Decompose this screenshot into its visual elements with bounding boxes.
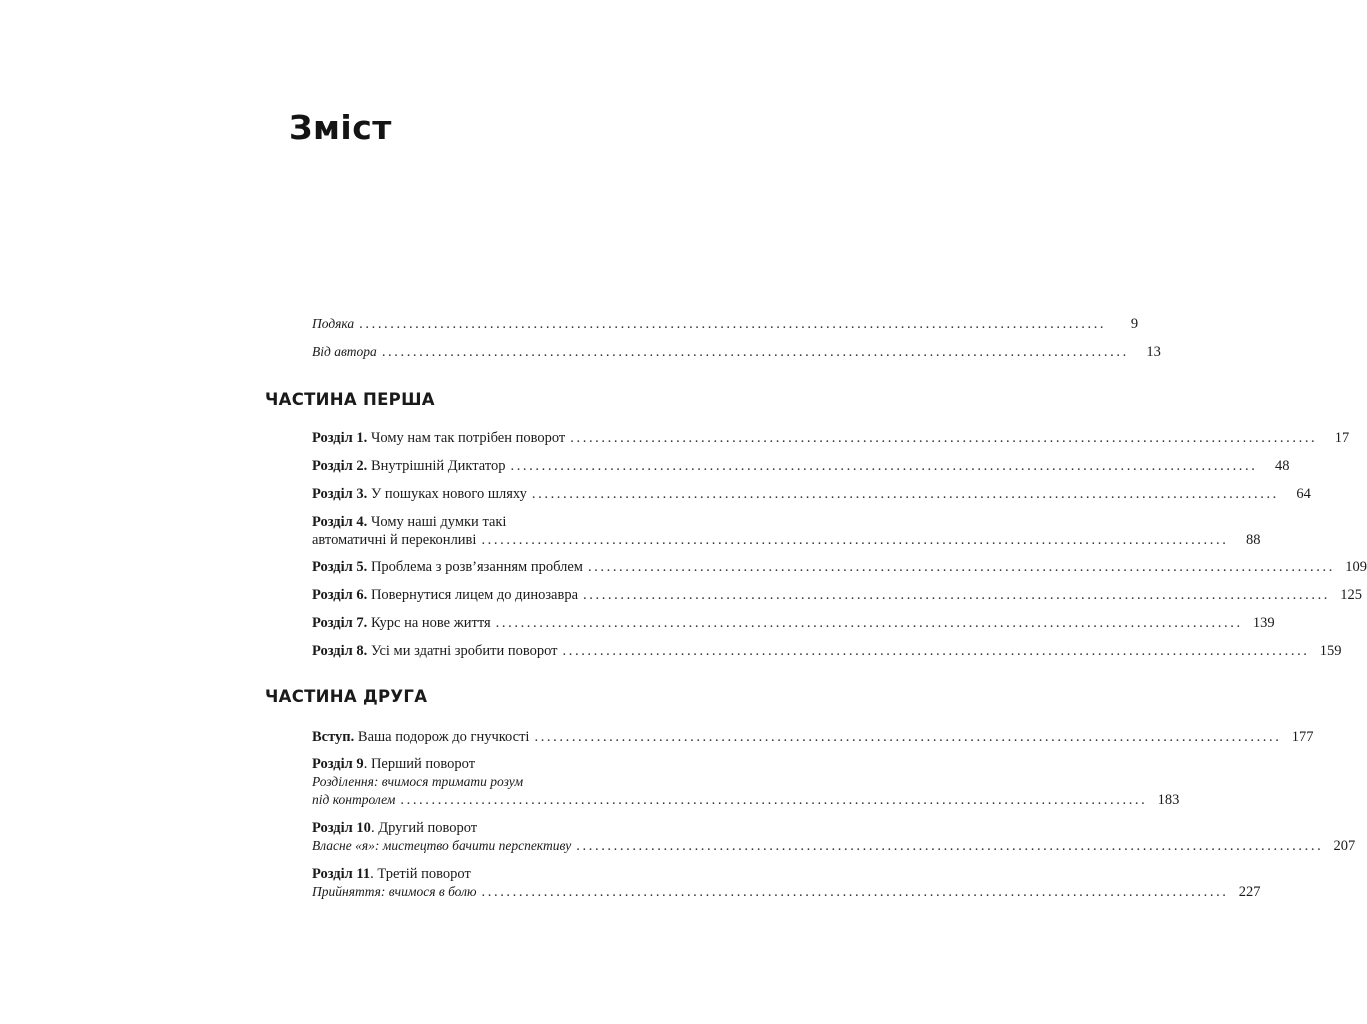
page-number: 17 — [1334, 430, 1350, 446]
dot-leader: ........................................................................................................................ — [534, 729, 1282, 745]
chapter-number: Розділ 7. — [312, 615, 368, 631]
page-number: 125 — [1340, 587, 1363, 603]
toc-entry-chapter-9[interactable] — [312, 755, 1180, 809]
chapter-subtitle: Розділення: вчимося тримати розум — [312, 774, 524, 789]
dot-leader: ........................................................................................................................ — [531, 486, 1279, 502]
page-number: 64 — [1296, 486, 1311, 502]
toc-entry-introduction[interactable] — [312, 728, 1314, 746]
dot-leader: ........................................................................................................................ — [576, 838, 1324, 854]
toc-entry-chapter-7[interactable] — [312, 614, 1275, 632]
dot-leader: ........................................................................................................................ — [495, 615, 1243, 631]
entry-label: Від автора — [312, 344, 377, 359]
dot-leader: ........................................................................................................................ — [583, 587, 1331, 603]
page-number: 139 — [1252, 615, 1275, 631]
dot-leader: ........................................................................................................................ — [381, 344, 1129, 360]
page-number: 227 — [1238, 884, 1261, 900]
toc-entry-acknowledgements[interactable] — [312, 315, 1139, 333]
page-number: 13 — [1146, 344, 1161, 360]
chapter-number: Розділ 10 — [312, 820, 371, 836]
chapter-number: Розділ 9 — [312, 756, 364, 772]
toc-entry-chapter-11[interactable] — [312, 865, 1261, 901]
chapter-number: Вступ. — [312, 729, 355, 745]
page-number: 88 — [1245, 532, 1261, 548]
dot-leader: ........................................................................................................................ — [481, 532, 1229, 548]
page-number: 183 — [1157, 792, 1180, 808]
part-two-heading: ЧАСТИНА ДРУГА — [265, 687, 428, 706]
chapter-number: Розділ 3. — [312, 486, 368, 502]
chapter-subtitle: Прийняття: вчимося в болю — [312, 884, 477, 899]
page-number: 207 — [1333, 838, 1356, 854]
chapter-title-continued: автоматичні й переконливі — [312, 532, 477, 548]
dot-leader: ........................................................................................................................ — [570, 430, 1318, 446]
toc-entry-chapter-1[interactable] — [312, 429, 1350, 447]
toc-entry-chapter-10[interactable] — [312, 819, 1356, 855]
dot-leader: ........................................................................................................................ — [562, 643, 1310, 659]
page-number: 9 — [1130, 316, 1139, 332]
page-number: 109 — [1345, 559, 1367, 575]
dot-leader: ........................................................................................................................ — [359, 316, 1107, 332]
chapter-number: Розділ 4. — [312, 514, 368, 530]
chapter-title: . Третій поворот — [370, 866, 471, 882]
chapter-title: Проблема з розв’язанням проблем — [367, 559, 583, 575]
dot-leader: ........................................................................................................................ — [481, 884, 1229, 900]
entry-label: Подяка — [312, 316, 355, 331]
toc-entry-chapter-5[interactable] — [312, 558, 1367, 576]
page-number: 48 — [1274, 458, 1290, 474]
part-one-heading: ЧАСТИНА ПЕРША — [265, 390, 435, 409]
toc-entry-chapter-4[interactable] — [312, 513, 1261, 549]
page-number: 177 — [1291, 729, 1314, 745]
page-number: 159 — [1319, 643, 1342, 659]
chapter-title: У пошуках нового шляху — [367, 486, 527, 502]
toc-entry-chapter-3[interactable] — [312, 485, 1311, 503]
chapter-number: Розділ 1. — [312, 430, 368, 446]
chapter-number: Розділ 6. — [312, 587, 368, 603]
chapter-subtitle-continued: під контролем — [312, 792, 396, 807]
chapter-title: Чому нам так потрібен поворот — [367, 430, 566, 446]
dot-leader: ........................................................................................................................ — [400, 792, 1148, 808]
page-title: Зміст — [289, 108, 392, 147]
toc-entry-from-author[interactable] — [312, 343, 1161, 361]
chapter-title: Внутрішній Диктатор — [367, 458, 506, 474]
chapter-number: Розділ 8. — [312, 643, 368, 659]
chapter-number: Розділ 2. — [312, 458, 368, 474]
chapter-title: Чому наші думки такі — [367, 514, 507, 530]
dot-leader: ........................................................................................................................ — [510, 458, 1258, 474]
chapter-title: Усі ми здатні зробити поворот — [367, 643, 558, 659]
chapter-title: . Перший поворот — [363, 756, 476, 772]
toc-entry-chapter-8[interactable] — [312, 642, 1342, 660]
chapter-title: Ваша подорож до гнучкості — [354, 729, 530, 745]
chapter-number: Розділ 5. — [312, 559, 368, 575]
toc-entry-chapter-2[interactable] — [312, 457, 1290, 475]
chapter-title: Курс на нове життя — [367, 615, 491, 631]
dot-leader: ........................................................................................................................ — [587, 559, 1335, 575]
toc-entry-chapter-6[interactable] — [312, 586, 1363, 604]
chapter-title: Повернутися лицем до динозавра — [367, 587, 579, 603]
chapter-subtitle: Власне «я»: мистецтво бачити перспективу — [312, 838, 572, 853]
chapter-number: Розділ 11 — [312, 866, 371, 882]
chapter-title: . Другий поворот — [370, 820, 478, 836]
